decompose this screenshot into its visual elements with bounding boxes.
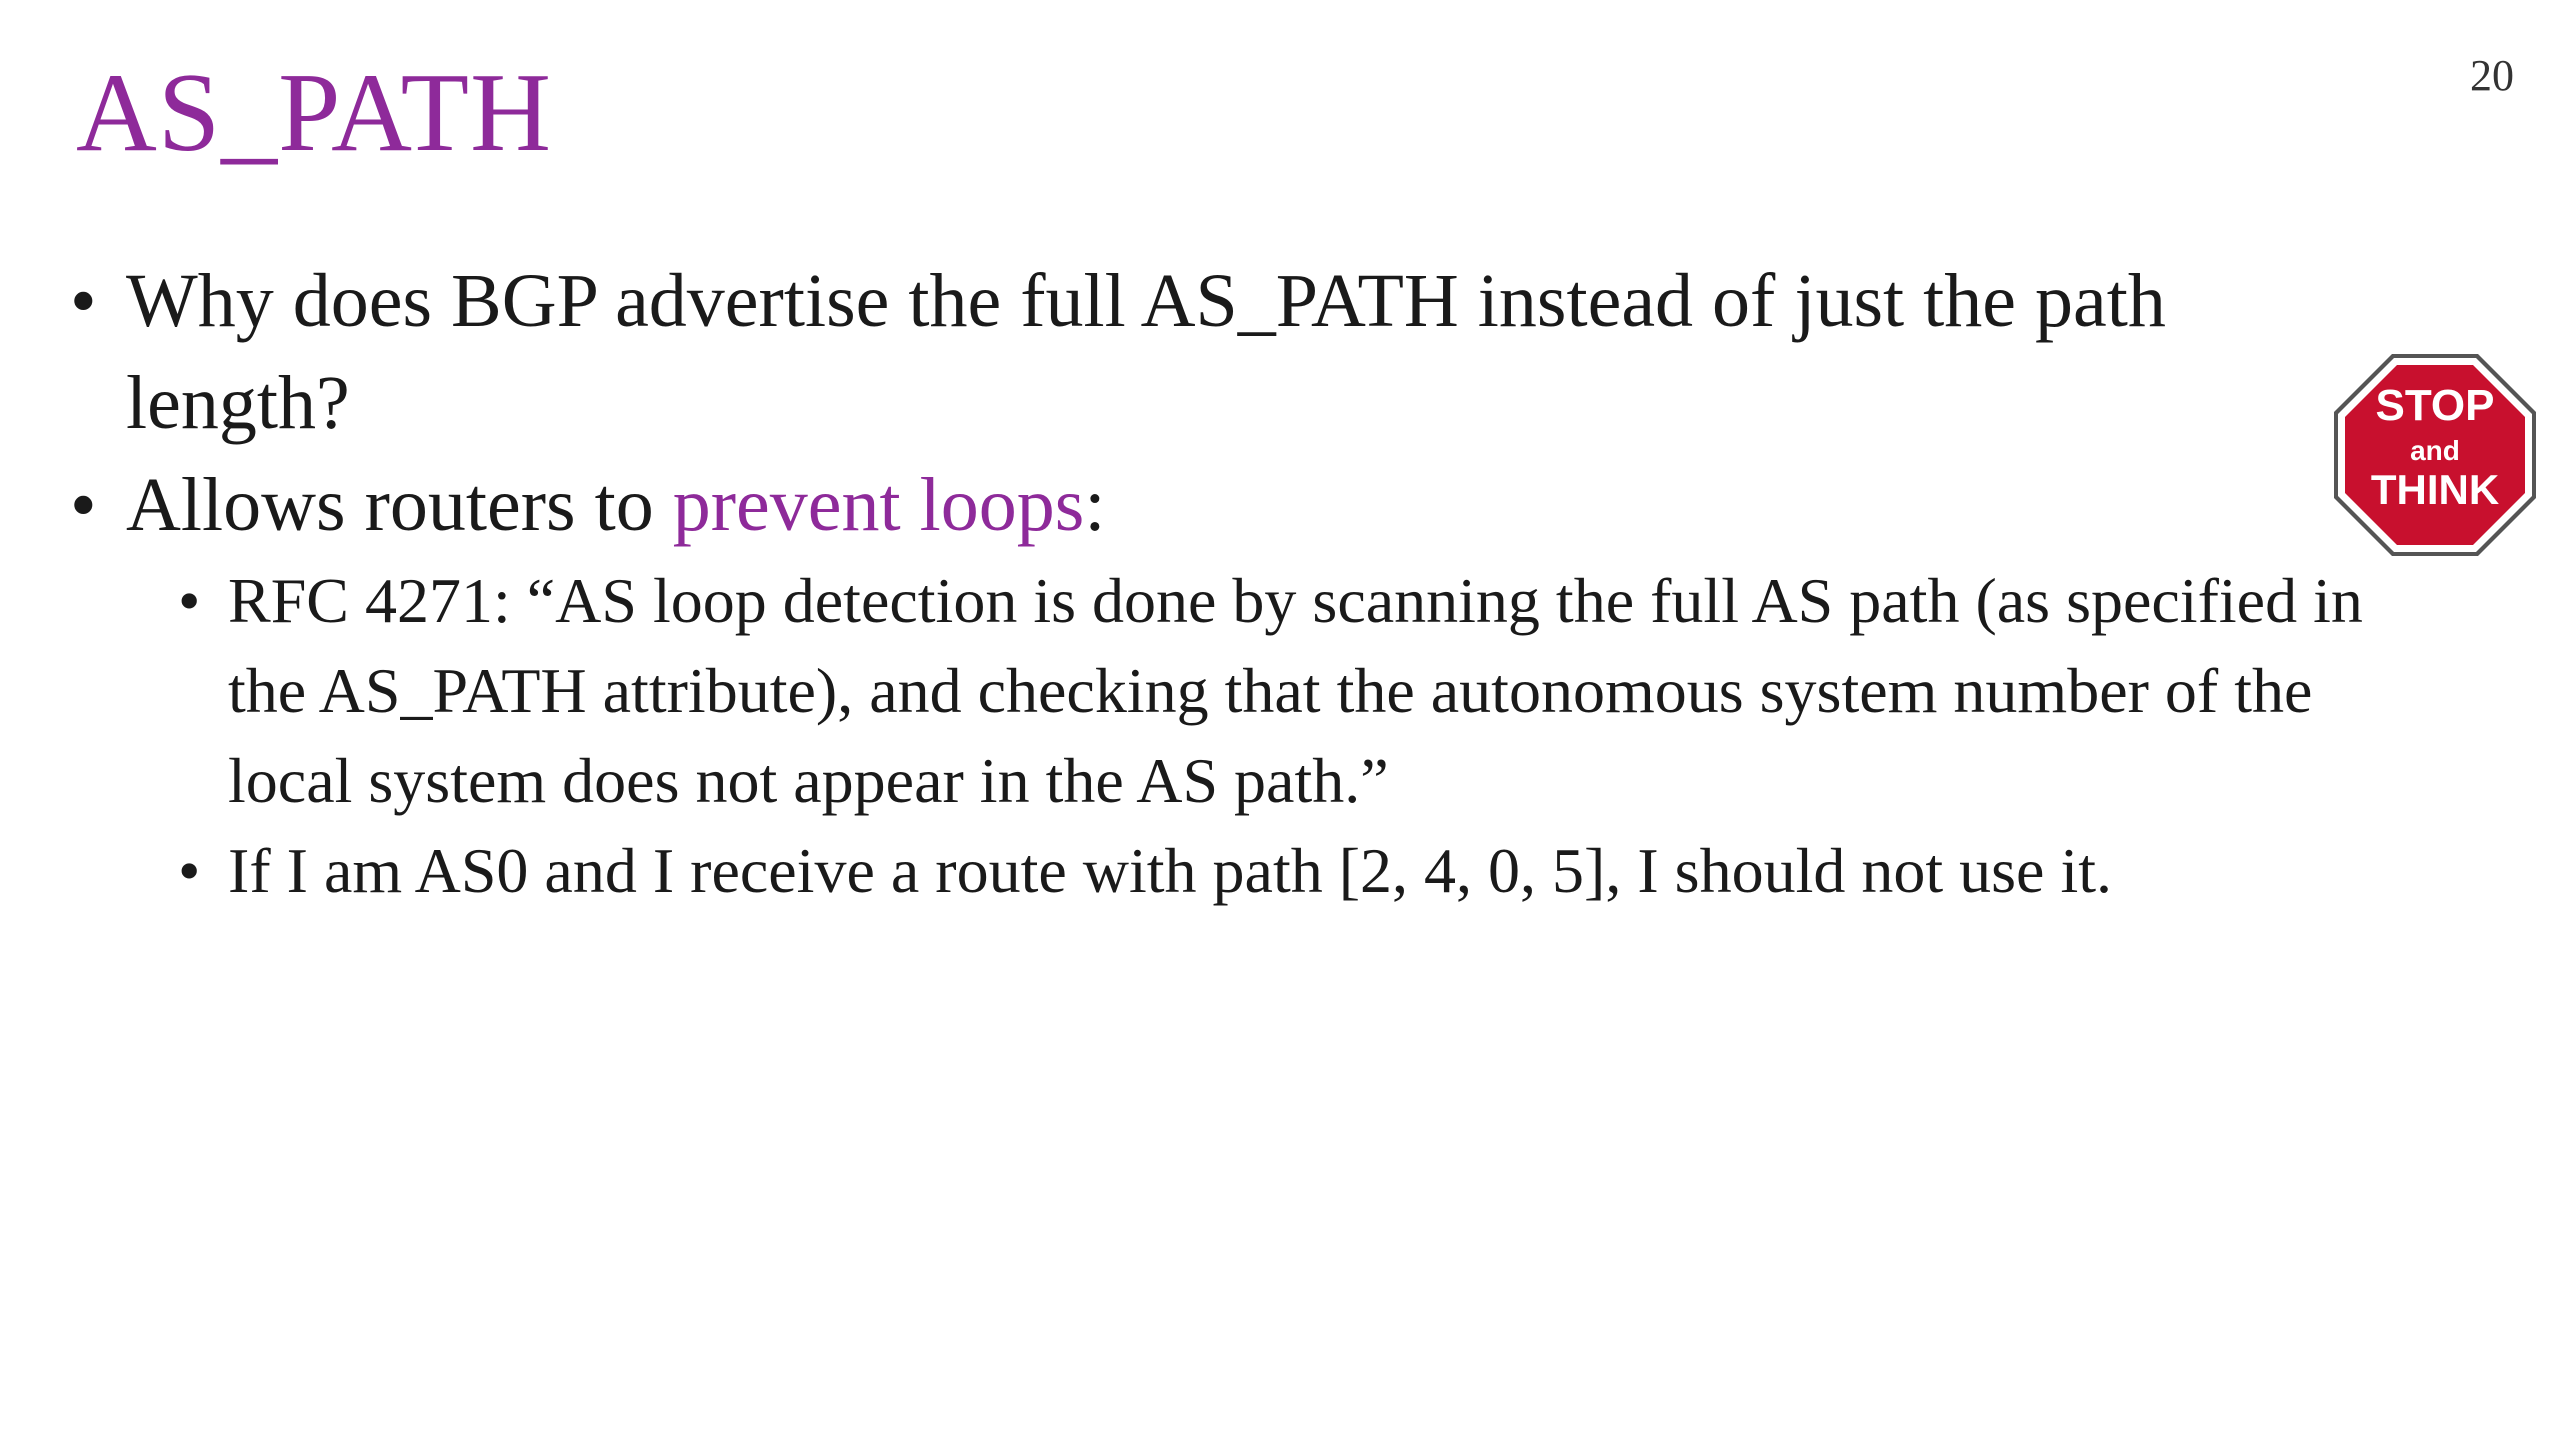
page-number: 20 xyxy=(2470,51,2514,100)
sub-bullet-example: • If I am AS0 and I receive a route with path [2, 4, 0, 5], I should not use it. xyxy=(178,826,2408,916)
bullet-text-after: : xyxy=(1084,463,1106,547)
slide-content xyxy=(70,250,2370,916)
stop-sign-line1: STOP xyxy=(2375,381,2495,430)
slide-title: AS_PATH xyxy=(76,51,552,175)
bullet-text-before: Allows routers to xyxy=(126,463,673,547)
stop-sign-icon xyxy=(2332,352,2538,558)
bullet-prevent-loops xyxy=(70,454,2370,556)
highlight-prevent-loops: prevent loops xyxy=(672,463,1085,547)
bullet-question xyxy=(70,250,2370,454)
stop-sign-line2: and xyxy=(2410,435,2460,466)
sub-bullet-rfc: • RFC 4271: “AS loop detection is done by scanning the full AS path (as specified in the AS_PATH attribute), and checking that the autonomous system number of the local system does not appear in the AS path.” xyxy=(178,556,2408,826)
stop-sign-line3: THINK xyxy=(2370,466,2500,513)
bullet-question-text: Why does BGP advertise the full AS_PATH instead of just the path length? xyxy=(126,259,2166,445)
